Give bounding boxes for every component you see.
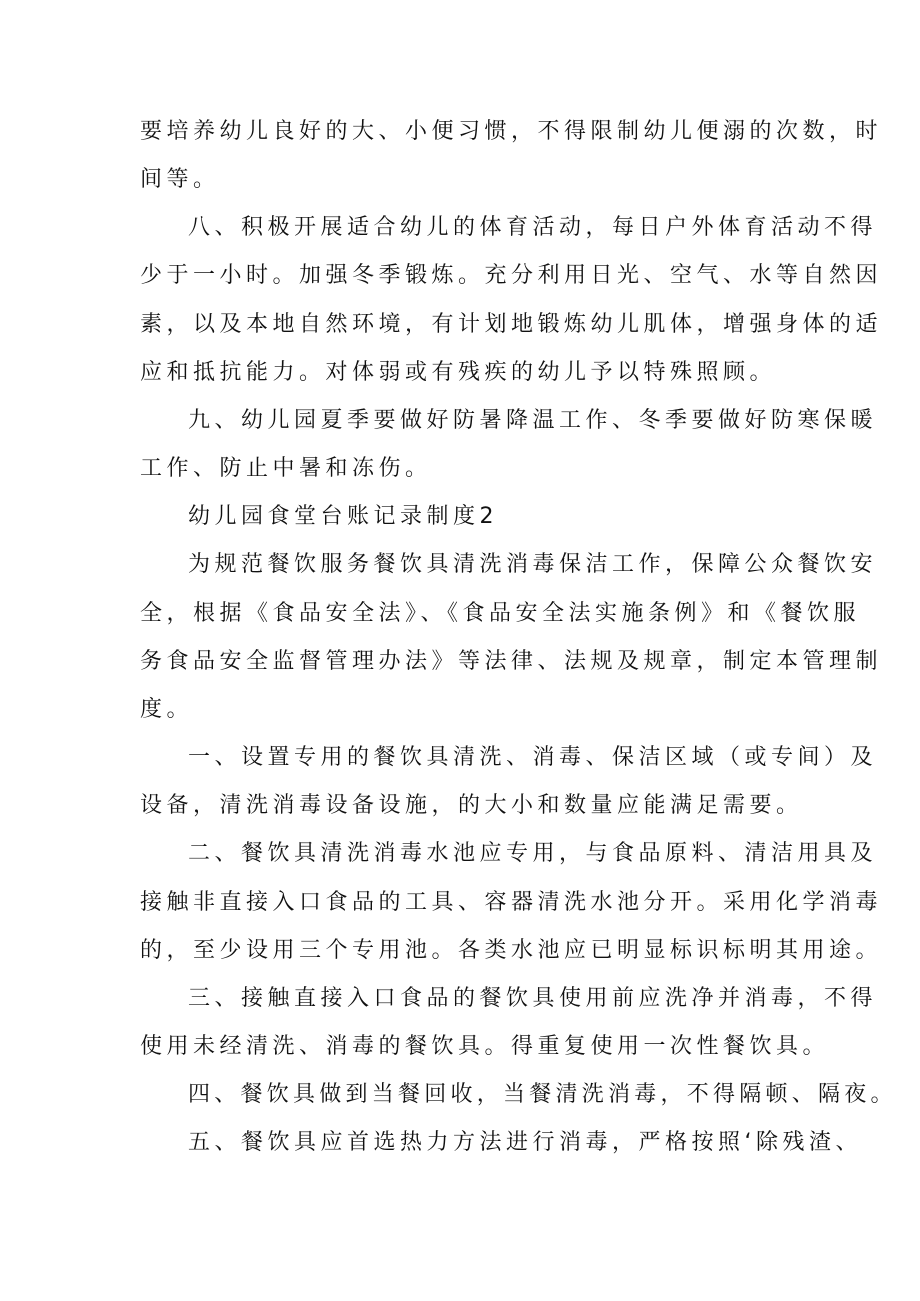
paragraph-line: 五、餐饮具应首选热力方法进行消毒，严格按照‘除残渣、 (188, 1130, 862, 1155)
paragraph-line: 一、设置专用的餐饮具清洗、消毒、保洁区域（或专间）及 (188, 745, 878, 770)
text-line: 度。 (140, 697, 194, 722)
text-line: 的，至少设用三个专用池。各类水池应已明显标识标明其用途。 (140, 938, 883, 963)
text-line: 工作、防止中暑和冻伤。 (140, 456, 432, 481)
text-line: 全，根据《食品安全法》、《食品安全法实施条例》和《餐饮服 (140, 601, 861, 626)
paragraph-line: 二、餐饮具清洗消毒水池应专用，与食品原料、清洁用具及 (188, 841, 878, 866)
paragraph-line: 八、积极开展适合幼儿的体育活动，每日户外体育活动不得 (188, 215, 878, 240)
text-line: 接触非直接入口食品的工具、容器清洗水池分开。采用化学消毒 (140, 890, 883, 915)
paragraph-line: 为规范餐饮服务餐饮具清洗消毒保洁工作，保障公众餐饮安 (188, 552, 878, 577)
text-line: 间等。 (140, 167, 220, 192)
paragraph-line: 四、餐饮具做到当餐回收，当餐清洗消毒，不得隔顿、隔夜。 (188, 1082, 897, 1107)
text-line: 务食品安全监督管理办法》等法律、法规及规章，制定本管理制 (140, 649, 883, 674)
text-line: 使用未经清洗、消毒的餐饮具。得重复使用一次性餐饮具。 (140, 1034, 830, 1059)
paragraph-line: 九、幼儿园夏季要做好防暑降温工作、冬季要做好防寒保暖 (188, 408, 878, 433)
text-line: 应和抵抗能力。对体弱或有残疾的幼儿予以特殊照顾。 (140, 360, 777, 385)
text-line: 要培养幼儿良好的大、小便习惯，不得限制幼儿便溺的次数，时 (140, 119, 883, 144)
paragraph-line: 三、接触直接入口食品的餐饮具使用前应洗净并消毒，不得 (188, 986, 878, 1011)
text-line: 设备，清洗消毒设备设施，的大小和数量应能满足需要。 (140, 793, 803, 818)
text-line: 素，以及本地自然环境，有计划地锻炼幼儿肌体，增强身体的适 (140, 312, 883, 337)
section-heading: 幼儿园食堂台账记录制度2 (188, 504, 498, 529)
text-line: 少于一小时。加强冬季锻炼。充分利用日光、空气、水等自然因 (140, 263, 883, 288)
